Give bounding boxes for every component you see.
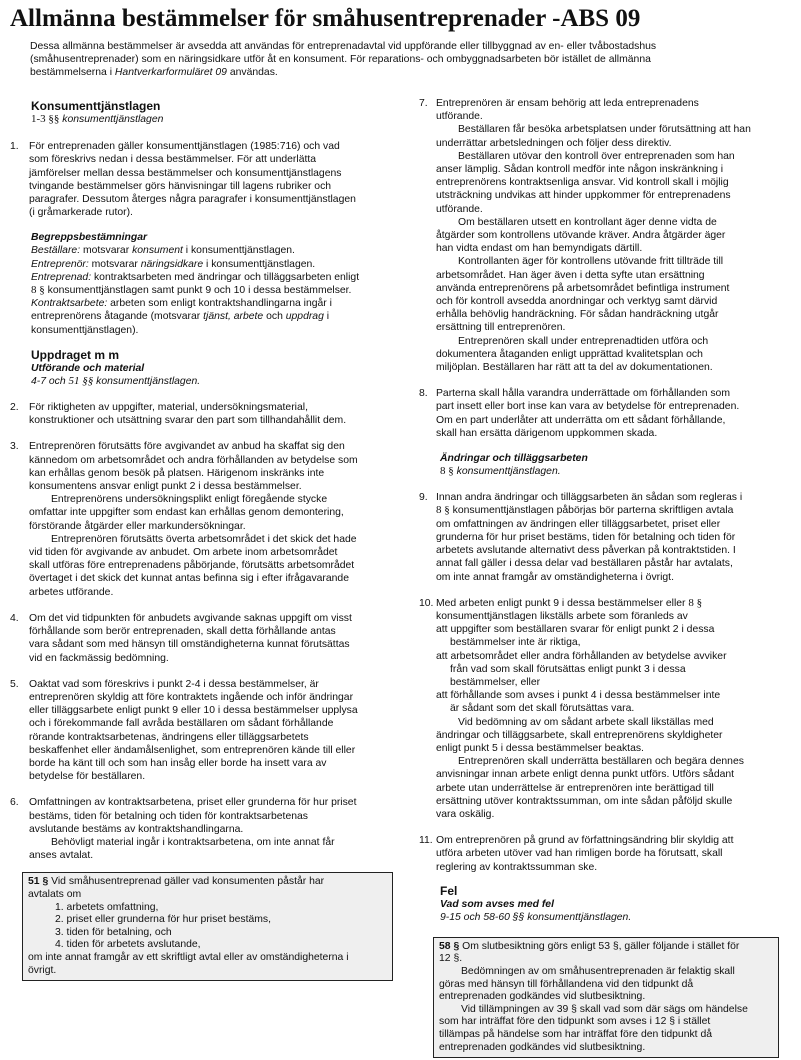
intro-line xyxy=(30,66,785,79)
item-line: och i förekommande fall avråda beställaren om sådant förhållande xyxy=(29,718,334,730)
item-line: Entreprenören förutsätts överta arbetsområdet i det skick det hade xyxy=(51,533,357,545)
section-konsumenttjanstlagen xyxy=(8,99,393,126)
item-number: 7. xyxy=(419,98,428,109)
item-line: ersättning utöver kontraktssumman, om inte sådan påföljd skulle xyxy=(436,795,733,807)
section-reference: 9-15 och 58-60 §§ konsumenttjänstlagen. xyxy=(440,911,632,923)
item-line: skall han ersätta därigenom uppkommen skada. xyxy=(436,427,658,439)
list-item-11 xyxy=(419,834,797,874)
def-text: tjänst, arbete xyxy=(203,311,264,323)
list-item-9 xyxy=(419,491,797,583)
item-line: vid tiden för avgivande av anbudet. Om arbete inom arbetsområdet xyxy=(29,547,338,559)
box-line: tillämpas på händelse som har inträffat före den tidpunkt då xyxy=(439,1028,713,1040)
item-line: utföra arbeten utöver vad han rimligen borde ha förutsatt, skall xyxy=(436,848,723,860)
item-line: att uppgifter som beställaren svarar för enligt punkt 2 i dessa xyxy=(436,624,715,636)
item-line: ändringar och tilläggsarbete, skall entreprenörens skyldigheter xyxy=(436,729,723,741)
box-line: göras med hänsyn till förhållandena vid den tidpunkt då xyxy=(439,978,694,990)
item-line: konsumenttjänstlagen likställs arbete som föranleds av xyxy=(436,610,688,622)
item-line: vid en fackmässig bedömning. xyxy=(29,652,169,664)
item-line: Behövligt material ingår i kontraktsarbetena, om inte annat får xyxy=(51,836,335,848)
item-line: anvisningar innan arbete enligt denna punkt utförs. Utförs sådant xyxy=(436,769,735,781)
list-item-2 xyxy=(8,401,393,427)
definition: konsumenttjänstlagen). xyxy=(31,324,139,336)
item-line: åtgärder som kontrollens utövande kräver. Andra åtgärder äger xyxy=(436,230,726,242)
item-line: arbetets avslutande alternativt dess påverkan på kontraktstiden. I xyxy=(436,545,736,557)
definition xyxy=(31,271,393,284)
ref-text: 4-7 och xyxy=(31,375,69,387)
paragraph-number: 51 § xyxy=(28,876,49,888)
item-line: Entreprenörens undersökningsplikt enligt föregående stycke xyxy=(51,494,328,506)
definitions-heading: Begreppsbestämningar xyxy=(31,232,148,244)
item-line: förhållande som berör entreprenaden, skall detta förhållande antas xyxy=(29,626,336,638)
item-line: betydelse för beställaren. xyxy=(29,771,146,783)
item-line: arbetes utförande. xyxy=(29,586,114,598)
box-text: Om slutbesiktning görs enligt 53 §, gäller följande i stället för xyxy=(459,940,740,952)
ref-paragraphs: 1-3 §§ xyxy=(31,113,60,125)
item-line: entreprenörens kontraktsenliga ansvar. Vid kontroll skall i möjlig xyxy=(436,177,729,189)
section-heading: Fel xyxy=(440,883,458,898)
item-line: han vidta endast om han bemyndigats därtill. xyxy=(436,243,643,255)
ref-law: konsumenttjänstlagen xyxy=(59,114,164,125)
item-line: som föreskrivs nedan i dessa bestämmelser. För att underlätta xyxy=(29,154,317,166)
term: Entreprenad: xyxy=(31,271,92,283)
definition xyxy=(31,244,393,257)
list-item-8 xyxy=(419,387,797,440)
item-line: För riktigheten av uppgifter, material, undersökningsmaterial, xyxy=(29,402,308,414)
item-number: 8. xyxy=(419,388,428,400)
box-line: 12 §. xyxy=(439,953,463,965)
item-line: Om en part underlåter att underrätta om ett sådant förhållande, xyxy=(436,414,726,426)
item-line: att förhållande som avses i punkt 4 i dessa bestämmelser inte xyxy=(436,690,721,702)
item-line: rörande kontraktsarbetenas, ändringens eller tilläggsarbetets xyxy=(29,731,309,743)
item-line: om omfattningen av ändringen eller tilläggsarbetet, priset eller xyxy=(436,518,721,530)
item-line: part insett eller bort inse kan vara av betydelse för entreprenaden. xyxy=(436,401,740,413)
def-text: och xyxy=(263,311,286,323)
list-item-7 xyxy=(419,97,797,374)
item-line: Vid bedömning av om sådant arbete skall likställas med xyxy=(458,716,714,728)
item-line: Entreprenören är ensam behörig att leda entreprenadens xyxy=(436,98,699,109)
item-line: Entreprenören förutsätts före avgivandet av anbud ha skaffat sig den xyxy=(29,441,345,453)
item-line: vara sådant som med hänsyn till omständigheterna kunnat förutsättas xyxy=(29,639,350,651)
item-line: Oaktat vad som föreskrivs i punkt 2-4 i dessa bestämmelser, är xyxy=(29,678,319,690)
item-number: 11. xyxy=(419,835,433,847)
left-column xyxy=(8,97,393,981)
item-line xyxy=(436,597,797,610)
item-line: skall utföras före entreprenadens påbörjande, förutsätts arbetsområdet xyxy=(29,560,355,572)
term: Kontraktsarbete: xyxy=(31,298,108,310)
def-text: i konsumenttjänstlagen. xyxy=(182,245,295,257)
box-line: avtalats om xyxy=(28,888,82,900)
item-text: konsumenttjänstlagen påbörjas bör parterna skriftligen avtala xyxy=(449,505,734,517)
item-line: utförande. xyxy=(436,203,483,215)
item-line: borde ha känt till och som han insåg eller borde ha insett vara av xyxy=(29,757,327,769)
item-number: 9. xyxy=(419,492,428,504)
section-uppdraget xyxy=(8,348,393,388)
item-line: grunderna för hur priset bestäms, tiden för betalning och tiden för xyxy=(436,531,736,543)
subsection-heading: Ändringar och tilläggsarbeten xyxy=(440,453,588,465)
box-line: om inte annat framgår av ett skriftligt avtal eller av omständigheterna i xyxy=(28,951,349,963)
item-line: att arbetsområdet eller andra förhållanden av betydelse avviker xyxy=(436,650,727,662)
item-line: (i gråmarkerade rutor). xyxy=(29,207,133,219)
ref-paragraphs: 51 §§ xyxy=(68,374,94,387)
box-line: Bedömningen av om småhusentreprenaden är felaktig skall xyxy=(461,965,735,977)
item-line: använda entreprenörens på arbetsområdet befintliga instrument xyxy=(436,282,730,294)
item-line: arbete utan underrättelse är entreprenören inte berättigad till xyxy=(436,782,714,794)
item-line: bestäms, tiden för betalning och tiden för kontraktsarbetenas xyxy=(29,810,308,822)
law-quote-box-51 xyxy=(22,872,393,981)
item-line: övertaget i det skick det kunnat antas befinna sig i efter ifrågavarande xyxy=(29,573,349,585)
item-line: och för kontroll avsedda anordningar och verktyg samt därvid xyxy=(436,296,718,308)
box-line: övrigt. xyxy=(28,964,57,976)
item-line: tvingande bestämmelser görs hänvisningar till lagens rubriker och xyxy=(29,180,332,192)
item-line: arbetsområdet. Han äger även i detta syfte utan ersättning xyxy=(436,269,705,281)
intro-line: Dessa allmänna bestämmelser är avsedda att användas för entreprenadavtal vid uppförande eller tillbyggnad av en- eller tvåbostadshus xyxy=(30,41,657,52)
item-line: enligt punkt 5 i dessa bestämmelser beaktas. xyxy=(436,742,644,754)
item-line: entreprenören skyldig att före kontraktets ingående och inför ändringar xyxy=(29,691,354,703)
box-line xyxy=(28,876,386,889)
item-number: 6. xyxy=(10,797,19,809)
item-line: avslutande bestäms av kontraktshandlingarna. xyxy=(29,823,244,835)
item-line: Om det vid tidpunkten för anbudets avgivande saknas uppgift om visst xyxy=(29,612,352,624)
box-list-item: 3. tiden för betalning, och xyxy=(55,926,172,938)
item-line: är sådant som det skall förutsättas vara. xyxy=(450,703,635,715)
def-text: arbeten som enligt kontraktshandlingarna ingår i xyxy=(107,298,332,310)
item-text: Med arbeten enligt punkt 9 i dessa bestämmelser eller xyxy=(436,597,689,609)
list-item-3 xyxy=(8,440,393,598)
definition xyxy=(31,297,393,310)
paragraph-number: 58 § xyxy=(439,940,460,952)
def-text: i xyxy=(323,311,330,323)
def-text: i konsumenttjänstlagen. xyxy=(203,258,316,270)
box-list-item: 1. arbetets omfattning, xyxy=(55,901,159,913)
item-line: Entreprenören skall under entreprenadtiden utföra och xyxy=(458,335,709,347)
item-line: bestämmelser, eller xyxy=(450,676,541,688)
term: Entreprenör: xyxy=(31,258,89,270)
item-line: kännedom om arbetsområdet och andra förhållanden av betydelse som xyxy=(29,454,358,466)
item-line: dokumentera åtaganden enligt upprättad kvalitetsplan och xyxy=(436,348,703,360)
item-line: förstörande åtgärder eller markundersökningar. xyxy=(29,520,246,532)
def-text: motsvarar xyxy=(80,245,133,257)
list-item-1 xyxy=(8,140,393,219)
def-text: uppdrag xyxy=(285,311,324,323)
item-line: konstruktioner och utsättning svarar den part som tillhandahållit dem. xyxy=(29,415,347,427)
item-line: Beställaren får besöka arbetsplatsen under förutsättning att han xyxy=(458,124,751,136)
section-heading: Uppdraget m m xyxy=(31,347,120,362)
item-number: 2. xyxy=(10,402,19,414)
item-number: 4. xyxy=(10,612,19,624)
law-quote-box-58 xyxy=(433,937,779,1058)
item-line: Om entreprenören på grund av författningsändring blir skyldig att xyxy=(436,835,734,847)
item-line: Parterna skall hålla varandra underrättade om förhållanden som xyxy=(436,388,730,400)
intro-line: (småhusentreprenader) som en näringsidkare utför åt en konsument. För reparations- och ombyggnadsarbeten bör istället de allmänna xyxy=(30,54,651,66)
subsection-heading: Vad som avses med fel xyxy=(440,898,554,910)
item-line: konsumentens ansvar enligt punkt 2 i dessa bestämmelser. xyxy=(29,481,302,493)
section-fel xyxy=(419,884,797,924)
item-line: ersättning till entreprenören. xyxy=(436,322,566,334)
def-text: motsvarar xyxy=(88,258,141,270)
def-text: näringsidkare xyxy=(140,258,204,270)
item-line: vara oskälig. xyxy=(436,808,495,820)
section-andringar xyxy=(419,452,797,478)
item-number: 1. xyxy=(10,141,19,153)
box-line: entreprenaden godkändes vid slutbesiktning. xyxy=(439,1041,646,1053)
item-line: underrättar arbetsledningen och följer dess direktiv. xyxy=(436,137,672,149)
def-text: konsumenttjänstlagen samt punkt 9 och 10 i dessa bestämmelser. xyxy=(44,285,352,297)
list-item-10 xyxy=(419,597,797,821)
box-line: som har inträffat före den tidpunkt som avses i 12 § i stället xyxy=(439,1016,711,1028)
item-line: jämförelser mellan dessa bestämmelser och konsumenttjänstlagens xyxy=(29,167,342,179)
item-number: 10. xyxy=(419,597,434,609)
box-list-item: 4. tiden för arbetets avslutande, xyxy=(55,939,201,951)
item-line: om inte annat framgår av omständigheterna i övrigt. xyxy=(436,571,674,583)
definition xyxy=(31,258,393,271)
ref-paragraphs: 8 § xyxy=(436,504,450,517)
intro-text: användas. xyxy=(226,67,278,79)
item-line: Entreprenören skall underrätta beställaren och begära dennes xyxy=(458,756,744,768)
box-line: entreprenaden godkändes vid slutbesiktning. xyxy=(439,991,646,1003)
box-list-item: 2. priset eller grunderna för hur priset bestäms, xyxy=(55,914,271,926)
term: Beställare: xyxy=(31,245,81,257)
item-line: från vad som skall förutsättas enligt punkt 3 i dessa xyxy=(450,663,686,675)
ref-paragraphs: 8 § xyxy=(31,284,45,297)
definition xyxy=(31,310,393,323)
ref-paragraphs: 8 § xyxy=(440,465,454,478)
section-heading: Konsumenttjänstlagen xyxy=(31,99,161,113)
item-line: Omfattningen av kontraktsarbetena, priset eller grunderna för hur priset xyxy=(29,797,357,809)
item-line: Om beställaren utsett en kontrollant äger denne vidta de xyxy=(458,216,717,228)
item-line: utförande. xyxy=(436,111,483,123)
section-reference xyxy=(440,465,797,478)
item-line: omfattar inte uppgifter som endast kan erhållas genom demontering, xyxy=(29,507,344,519)
intro-form-name: Hantverkarformuläret 09 xyxy=(114,67,227,79)
def-text: konsument xyxy=(132,245,183,257)
definitions xyxy=(8,231,393,336)
list-item-5 xyxy=(8,678,393,784)
ref-law: konsumenttjänstlagen. xyxy=(453,466,561,478)
section-reference xyxy=(31,113,393,126)
definition xyxy=(31,284,393,297)
item-line: Kontrollanten äger för kontrollens utövande fritt tillträde till xyxy=(458,256,724,268)
intro-text: bestämmelserna i xyxy=(30,67,115,79)
item-line: erhålla behövlig handräckning. För sådan handräckning utgår xyxy=(436,309,719,321)
item-line: För entreprenaden gäller konsumenttjänstlagen (1985:716) och vad xyxy=(29,141,340,153)
item-line: kan erhållas genom besök på platsen. Härigenom inskränks inte xyxy=(29,467,325,479)
def-text: kontraktsarbeten med ändringar och tilläggsarbeten enligt xyxy=(91,271,360,283)
item-line: bestämmelser inte är riktiga, xyxy=(450,637,581,649)
item-line: beskaffenhet eller ändamålsenlighet, som entreprenören kände till eller xyxy=(29,744,356,756)
item-line xyxy=(436,504,797,517)
item-line: annat fall gäller i dessa delar vad beställaren påstår har avtalats, xyxy=(436,558,733,570)
list-item-6 xyxy=(8,796,393,862)
item-line: reglering av kontraktssumman ske. xyxy=(436,861,598,873)
document-title: Allmänna bestämmelser för småhusentreprenader -ABS 09 xyxy=(10,5,641,32)
intro-paragraph xyxy=(30,40,785,80)
ref-law: konsumenttjänstlagen. xyxy=(93,375,201,387)
section-reference xyxy=(31,375,393,388)
list-item-4 xyxy=(8,612,393,665)
box-line: Vid tillämpningen av 39 § skall vad som där sägs om händelse xyxy=(461,1003,748,1015)
item-number: 3. xyxy=(10,441,19,453)
item-line: anses avtalat. xyxy=(29,850,94,862)
subsection-heading: Utförande och material xyxy=(31,362,145,374)
item-number: 5. xyxy=(10,678,19,690)
item-line: anser lämplig. Sådan kontroll medför inte någon inskränkning i xyxy=(436,164,724,176)
item-line: paragrafer. Dessutom återges några paragrafer i konsumenttjänstlagen xyxy=(29,194,356,206)
right-column xyxy=(419,97,797,1058)
box-text: Vid småhusentreprenad gäller vad konsumenten påstår har xyxy=(48,876,325,888)
ref-paragraphs: 8 § xyxy=(688,596,703,609)
box-line xyxy=(439,941,772,954)
item-line: Innan andra ändringar och tilläggsarbeten än sådan som regleras i xyxy=(436,492,743,504)
item-line: eller tilläggsarbete enligt punkt 9 eller 10 i dessa bestämmelser upplysa xyxy=(29,705,358,717)
item-line: utsträckning undvikas att hinder uppkommer för entreprenadens xyxy=(436,190,731,202)
def-text: entreprenörens åtagande (motsvarar xyxy=(31,311,204,323)
item-line: Beställaren utövar den kontroll över entreprenaden som han xyxy=(458,150,735,162)
item-line: miljöplan. Beställaren har rätt att ta del av dokumentationen. xyxy=(436,362,713,374)
